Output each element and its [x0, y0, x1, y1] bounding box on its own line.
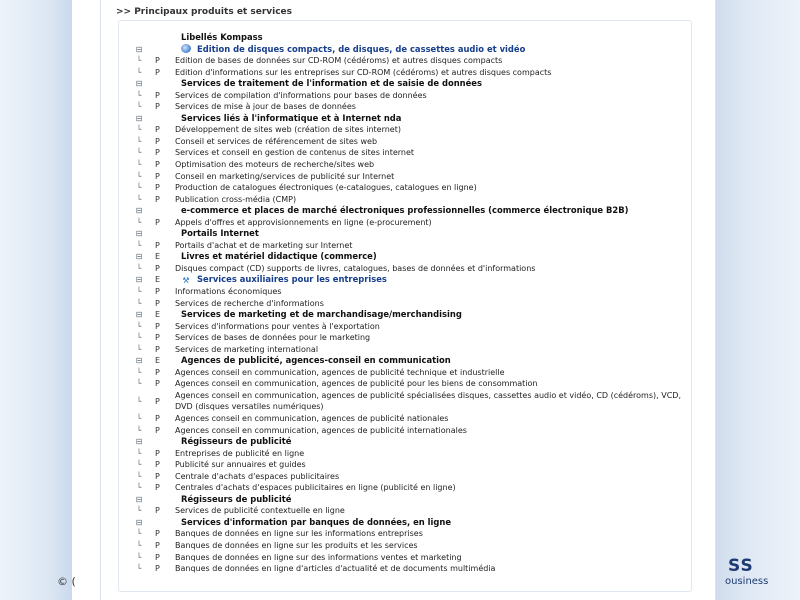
list-header-label: Libellés Kompass	[181, 32, 263, 42]
list-item	[128, 540, 688, 552]
collapse-toggle-icon[interactable]: ⊟	[135, 356, 143, 366]
item-type-code: P	[155, 90, 160, 100]
list-item	[128, 459, 688, 471]
item-label: Banques de données en ligne sur des informations ventes et marketing	[175, 552, 462, 562]
list-item	[128, 448, 688, 460]
item-label: Agences conseil en communication, agences de publicité nationales	[175, 413, 449, 423]
category-row[interactable]	[128, 113, 688, 125]
item-type-code: P	[155, 160, 160, 170]
item-label: Banques de données en ligne sur les produits et les services	[175, 540, 418, 550]
tree-branch-icon: └	[136, 298, 142, 308]
tree-branch-icon: └	[136, 171, 142, 181]
list-item	[128, 471, 688, 483]
category-label: e-commerce et places de marché électroniques professionnelles (commerce électronique B2B)	[181, 205, 629, 216]
category-label: Services liés à l'informatique et à Internet nda	[181, 112, 402, 123]
item-type-code: P	[155, 125, 160, 135]
tree-branch-icon: └	[136, 367, 142, 377]
item-label: Publicité sur annuaires et guides	[175, 460, 306, 470]
item-type-code: P	[155, 367, 160, 377]
item-label: Edition d'informations sur les entreprises sur CD-ROM (cédéroms) et autres disques compacts	[175, 67, 552, 77]
tree-branch-icon: └	[136, 506, 142, 516]
list-item	[128, 136, 688, 148]
item-type-code: P	[155, 396, 160, 406]
item-label: Banques de données en ligne sur les informations entreprises	[175, 529, 423, 539]
item-type-code: P	[155, 56, 160, 66]
tree-branch-icon: └	[136, 564, 142, 574]
item-label: Appels d'offres et approvisionnements en ligne (e-procurement)	[175, 217, 432, 227]
category-label: Edition de disques compacts, de disques, de cassettes audio et vidéo	[197, 43, 526, 54]
tree-branch-icon: └	[136, 287, 142, 297]
item-label: Conseil et services de référencement de sites web	[175, 136, 378, 146]
tree-branch-icon: └	[136, 529, 142, 539]
item-type-code: P	[155, 263, 160, 273]
item-label: Services de publicité contextuelle en ligne	[175, 506, 345, 516]
collapse-toggle-icon[interactable]: ⊟	[135, 275, 143, 285]
item-type-code: E	[155, 310, 161, 320]
tree-branch-icon: └	[136, 471, 142, 481]
list-item	[128, 263, 688, 275]
item-type-code: P	[155, 471, 160, 481]
list-item	[128, 367, 688, 379]
item-type-code: P	[155, 183, 160, 193]
item-type-code: P	[155, 552, 160, 562]
category-row[interactable]	[128, 355, 688, 367]
tree-branch-icon: └	[136, 90, 142, 100]
item-label: Portails d'achat et de marketing sur Internet	[175, 240, 353, 250]
collapse-toggle-icon[interactable]: ⊟	[135, 494, 143, 504]
category-row[interactable]	[128, 494, 688, 506]
collapse-toggle-icon[interactable]: ⊟	[135, 229, 143, 239]
item-type-code: P	[155, 564, 160, 574]
tree-branch-icon: └	[136, 183, 142, 193]
tree-branch-icon: └	[136, 194, 142, 204]
item-type-code: P	[155, 321, 160, 331]
item-type-code: P	[155, 148, 160, 158]
item-label: Services de compilation d'informations pour bases de données	[175, 90, 427, 100]
tree-branch-icon: └	[136, 148, 142, 158]
item-label: Entreprises de publicité en ligne	[175, 448, 305, 458]
item-type-code: P	[155, 460, 160, 470]
brand-logo: SS	[728, 556, 754, 576]
item-label: Centrales d'achats d'espaces publicitaires en ligne (publicité en ligne)	[175, 483, 456, 493]
list-item	[128, 147, 688, 159]
item-type-code: P	[155, 240, 160, 250]
item-label: Edition de bases de données sur CD-ROM (cédéroms) et autres disques compacts	[175, 56, 503, 66]
item-type-code: P	[155, 67, 160, 77]
list-item	[128, 482, 688, 494]
category-label: Régisseurs de publicité	[181, 436, 292, 447]
category-row[interactable]	[128, 44, 688, 56]
tree-branch-icon: └	[136, 379, 142, 389]
item-label: Services de bases de données pour le marketing	[175, 333, 371, 343]
category-row[interactable]	[128, 78, 688, 90]
list-item	[128, 240, 688, 252]
item-type-code: P	[155, 194, 160, 204]
category-label: Agences de publicité, agences-conseil en communication	[181, 355, 451, 366]
item-type-code: P	[155, 298, 160, 308]
right-gradient-band	[716, 0, 800, 600]
item-label: Services de mise à jour de bases de données	[175, 102, 356, 112]
tree-branch-icon: └	[136, 56, 142, 66]
item-type-code: P	[155, 333, 160, 343]
list-item	[128, 286, 688, 298]
item-type-code: P	[155, 448, 160, 458]
category-row[interactable]	[128, 436, 688, 448]
section-title: >> Principaux produits et services	[116, 7, 293, 17]
item-label: Disques compact (CD) supports de livres, catalogues, bases de données et d'informations	[175, 263, 536, 273]
item-label: Services d'informations pour ventes à l'exportation	[175, 321, 380, 331]
list-header	[128, 32, 688, 44]
list-item	[128, 528, 688, 540]
collapse-toggle-icon[interactable]: ⊟	[135, 517, 143, 527]
tree-branch-icon: └	[136, 102, 142, 112]
item-label: Développement de sites web (création de sites internet)	[175, 125, 401, 135]
wrench-icon: ⚒	[182, 276, 190, 286]
item-label: Publication cross-média (CMP)	[175, 194, 297, 204]
list-item	[128, 159, 688, 171]
item-label: Optimisation des moteurs de recherche/sites web	[175, 160, 375, 170]
list-item	[128, 124, 688, 136]
tree-branch-icon: └	[136, 321, 142, 331]
item-label: Services et conseil en gestion de contenus de sites internet	[175, 148, 415, 158]
category-row[interactable]	[128, 274, 688, 286]
tree-branch-icon: └	[136, 160, 142, 170]
item-label: Agences conseil en communication, agences de publicité internationales	[175, 425, 467, 435]
list-item	[128, 182, 688, 194]
tree-branch-icon: └	[136, 396, 142, 406]
item-type-code: P	[155, 483, 160, 493]
item-label: Services de recherche d'informations	[175, 298, 324, 308]
item-type-code: P	[155, 136, 160, 146]
item-type-code: E	[155, 275, 161, 285]
item-type-code: E	[155, 252, 161, 262]
category-label: Services de marketing et de marchandisage/merchandising	[181, 309, 462, 320]
list-item	[128, 194, 688, 206]
item-type-code: P	[155, 344, 160, 354]
collapse-toggle-icon[interactable]: ⊟	[135, 252, 143, 262]
disc-icon	[181, 44, 191, 53]
tree-branch-icon: └	[136, 125, 142, 135]
item-type-code: P	[155, 171, 160, 181]
collapse-toggle-icon[interactable]: ⊟	[135, 113, 143, 123]
list-item	[128, 55, 688, 67]
list-item	[128, 563, 688, 575]
category-row[interactable]	[128, 251, 688, 263]
tree-branch-icon: └	[136, 333, 142, 343]
products-tree	[128, 32, 688, 575]
tree-branch-icon: └	[136, 344, 142, 354]
item-type-code: P	[155, 102, 160, 112]
category-label: Régisseurs de publicité	[181, 493, 292, 504]
item-type-code: P	[155, 379, 160, 389]
item-type-code: P	[155, 413, 160, 423]
list-item	[128, 298, 688, 310]
item-type-code: P	[155, 425, 160, 435]
left-gradient-band	[0, 0, 72, 600]
list-item	[128, 378, 688, 390]
list-item	[128, 90, 688, 102]
item-label: Production de catalogues électroniques (e-catalogues, catalogues en ligne)	[175, 183, 477, 193]
list-item	[128, 171, 688, 183]
list-item	[128, 505, 688, 517]
category-row[interactable]	[128, 517, 688, 529]
item-type-code: P	[155, 287, 160, 297]
tree-branch-icon: └	[136, 263, 142, 273]
item-label: Conseil en marketing/services de publicité sur Internet	[175, 171, 395, 181]
item-label: Agences conseil en communication, agences de publicité spécialisées disques, cassettes audio et vidéo, CD (cédéroms), VCD, DVD (disques versatiles numériques)	[175, 390, 681, 412]
tree-branch-icon: └	[136, 67, 142, 77]
item-label: Services de marketing international	[175, 344, 319, 354]
item-type-code: P	[155, 540, 160, 550]
collapse-toggle-icon[interactable]: ⊟	[135, 310, 143, 320]
category-row[interactable]	[128, 205, 688, 217]
list-item	[128, 344, 688, 356]
list-item	[128, 321, 688, 333]
item-type-code: P	[155, 217, 160, 227]
tree-branch-icon: └	[136, 413, 142, 423]
collapse-toggle-icon[interactable]: ⊟	[135, 437, 143, 447]
item-type-code: E	[155, 356, 161, 366]
tree-branch-icon: └	[136, 136, 142, 146]
tree-branch-icon: └	[136, 552, 142, 562]
list-item	[128, 67, 688, 79]
tree-branch-icon: └	[136, 217, 142, 227]
footer-copyright: © (	[57, 575, 76, 588]
tree-branch-icon: └	[136, 540, 142, 550]
item-label: Agences conseil en communication, agences de publicité pour les biens de consommation	[175, 379, 538, 389]
list-item	[128, 552, 688, 564]
category-label: Services auxiliaires pour les entreprises	[197, 274, 387, 285]
category-row[interactable]	[128, 228, 688, 240]
item-type-code: P	[155, 529, 160, 539]
tree-branch-icon: └	[136, 448, 142, 458]
collapse-toggle-icon[interactable]: ⊟	[135, 44, 143, 54]
category-row[interactable]	[128, 309, 688, 321]
item-label: Banques de données en ligne d'articles d'actualité et de documents multimédia	[175, 564, 496, 574]
list-item	[128, 390, 688, 413]
collapse-toggle-icon[interactable]: ⊟	[135, 79, 143, 89]
list-item	[128, 217, 688, 229]
tree-branch-icon: └	[136, 240, 142, 250]
item-label: Centrale d'achats d'espaces publicitaires	[175, 471, 340, 481]
tree-branch-icon: └	[136, 483, 142, 493]
category-label: Portails Internet	[181, 228, 259, 239]
category-label: Services de traitement de l'information et de saisie de données	[181, 78, 482, 89]
item-label: Informations économiques	[175, 287, 282, 297]
tree-branch-icon: └	[136, 425, 142, 435]
list-item	[128, 101, 688, 113]
list-item	[128, 425, 688, 437]
item-type-code: P	[155, 506, 160, 516]
tree-branch-icon: └	[136, 460, 142, 470]
collapse-toggle-icon[interactable]: ⊟	[135, 206, 143, 216]
brand-logo-tagline: ousiness	[725, 576, 769, 587]
list-item	[128, 332, 688, 344]
category-label: Services d'information par banques de données, en ligne	[181, 516, 452, 527]
category-label: Livres et matériel didactique (commerce)	[181, 251, 377, 262]
item-label: Agences conseil en communication, agences de publicité technique et industrielle	[175, 367, 505, 377]
list-item	[128, 413, 688, 425]
